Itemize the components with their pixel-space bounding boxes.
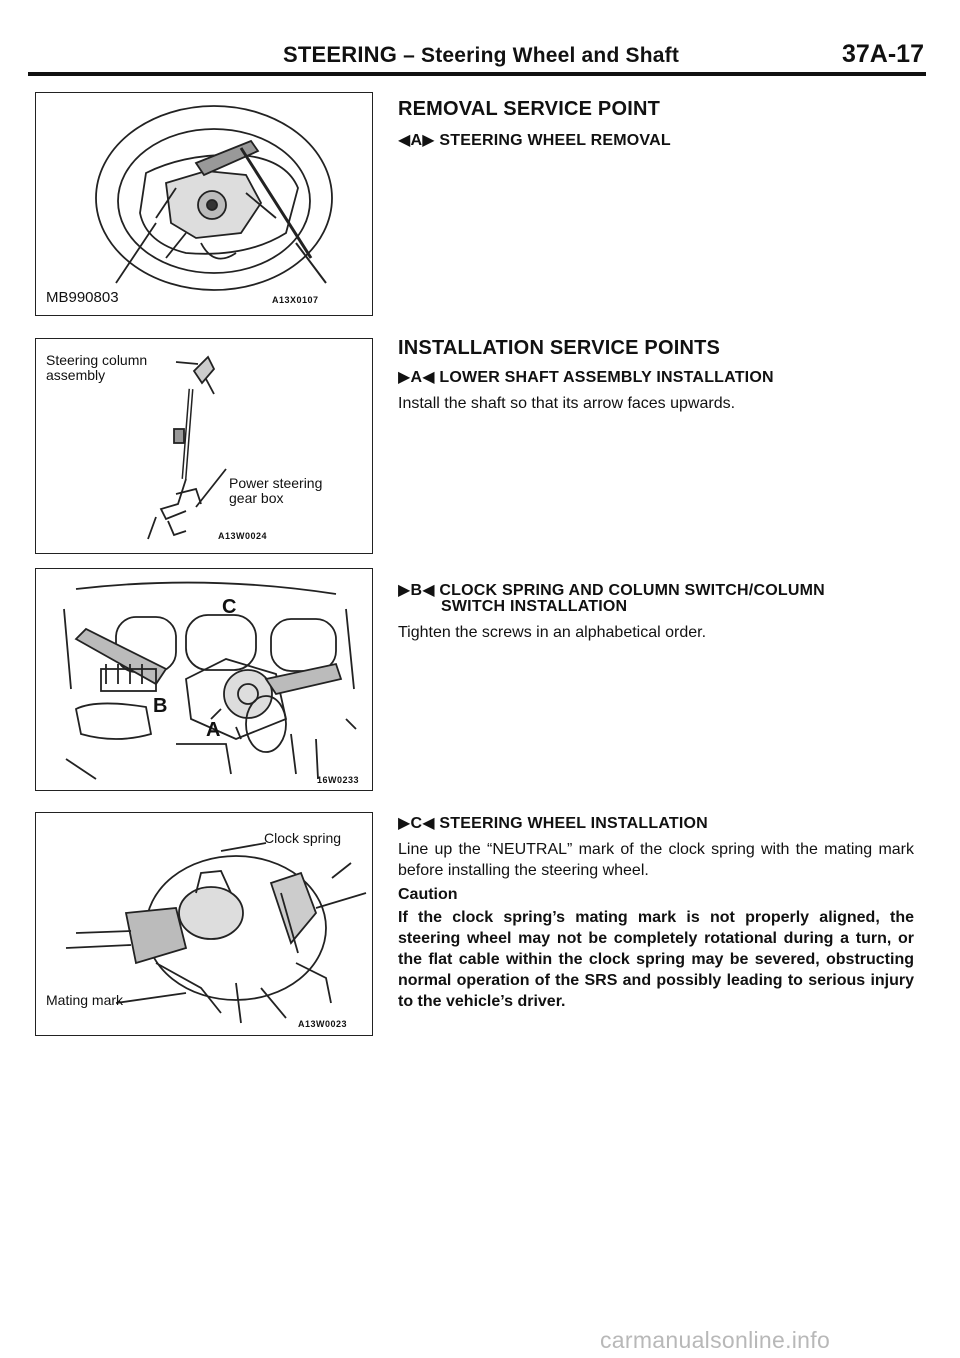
installation-item-c-title-text: STEERING WHEEL INSTALLATION	[439, 815, 708, 832]
clock-spring-figure	[35, 812, 373, 1036]
installation-item-a-title	[398, 367, 774, 387]
header-title-sub: – Steering Wheel and Shaft	[403, 44, 680, 67]
caution-title: Caution	[398, 886, 458, 903]
installation-item-b-title	[398, 580, 825, 600]
steering-wheel-illustration	[36, 93, 372, 315]
installation-item-b-title-text: CLOCK SPRING AND COLUMN SWITCH/COLUMN	[439, 582, 825, 599]
steering-column-label: Steering column	[46, 352, 148, 368]
installation-item-c-mark: ▶C◀	[398, 815, 435, 832]
steering-wheel-removal-figure	[35, 92, 373, 316]
screw-a-label: A	[206, 719, 221, 741]
screw-c-label: C	[222, 596, 237, 618]
installation-item-b-title-line2: SWITCH INSTALLATION	[441, 598, 628, 615]
figure-code: 16W0233	[317, 775, 360, 785]
removal-item-mark: ◀A▶	[398, 132, 435, 149]
clock-spring-label: Clock spring	[264, 830, 342, 846]
installation-item-a-title-text: LOWER SHAFT ASSEMBLY INSTALLATION	[439, 369, 774, 386]
installation-heading: INSTALLATION SERVICE POINTS	[398, 337, 721, 359]
steering-column-figure	[35, 338, 373, 554]
header-title-main: STEERING	[283, 42, 398, 67]
power-steering-label-line2: gear box	[229, 490, 284, 506]
column-switch-illustration	[36, 569, 372, 790]
installation-item-a-text: Install the shaft so that its arrow faces upwards.	[398, 395, 736, 412]
installation-item-b-mark: ▶B◀	[398, 582, 435, 599]
power-steering-label: Power steering	[229, 475, 323, 491]
removal-heading: REMOVAL SERVICE POINT	[398, 98, 661, 120]
figure-code: A13W0024	[218, 531, 268, 541]
header-rule	[28, 72, 926, 76]
installation-item-c-title	[398, 813, 708, 833]
header-title	[283, 42, 679, 68]
tool-number-label: MB990803	[46, 289, 119, 306]
watermark: carmanualsonline.info	[600, 1327, 831, 1353]
page-header	[28, 40, 926, 74]
caution-text: If the clock spring’s mating mark is not properly aligned, the steering wheel may not be completely rotational during a turn, or the flat cable within the clock spring may be severed, obstructing normal operation of the SRS and possibly leading to serious injury to the vehicle’s driver.	[398, 909, 914, 1010]
screw-b-label: B	[153, 695, 168, 717]
installation-item-b-text: Tighten the screws in an alphabetical order.	[398, 624, 707, 641]
figure-code: A13W0023	[298, 1019, 348, 1029]
page-number: 37A-17	[842, 40, 924, 68]
installation-item-a-mark: ▶A◀	[398, 369, 435, 386]
mating-mark-label: Mating mark	[46, 992, 124, 1008]
steering-column-label-line2: assembly	[46, 367, 106, 383]
installation-item-c-text: Line up the “NEUTRAL” mark of the clock spring with the mating mark before installing the steering wheel.	[398, 841, 914, 879]
removal-item-title	[398, 130, 671, 150]
clock-spring-screws-figure	[35, 568, 373, 791]
removal-item-title-text: STEERING WHEEL REMOVAL	[439, 132, 671, 149]
figure-code: A13X0107	[272, 295, 319, 305]
